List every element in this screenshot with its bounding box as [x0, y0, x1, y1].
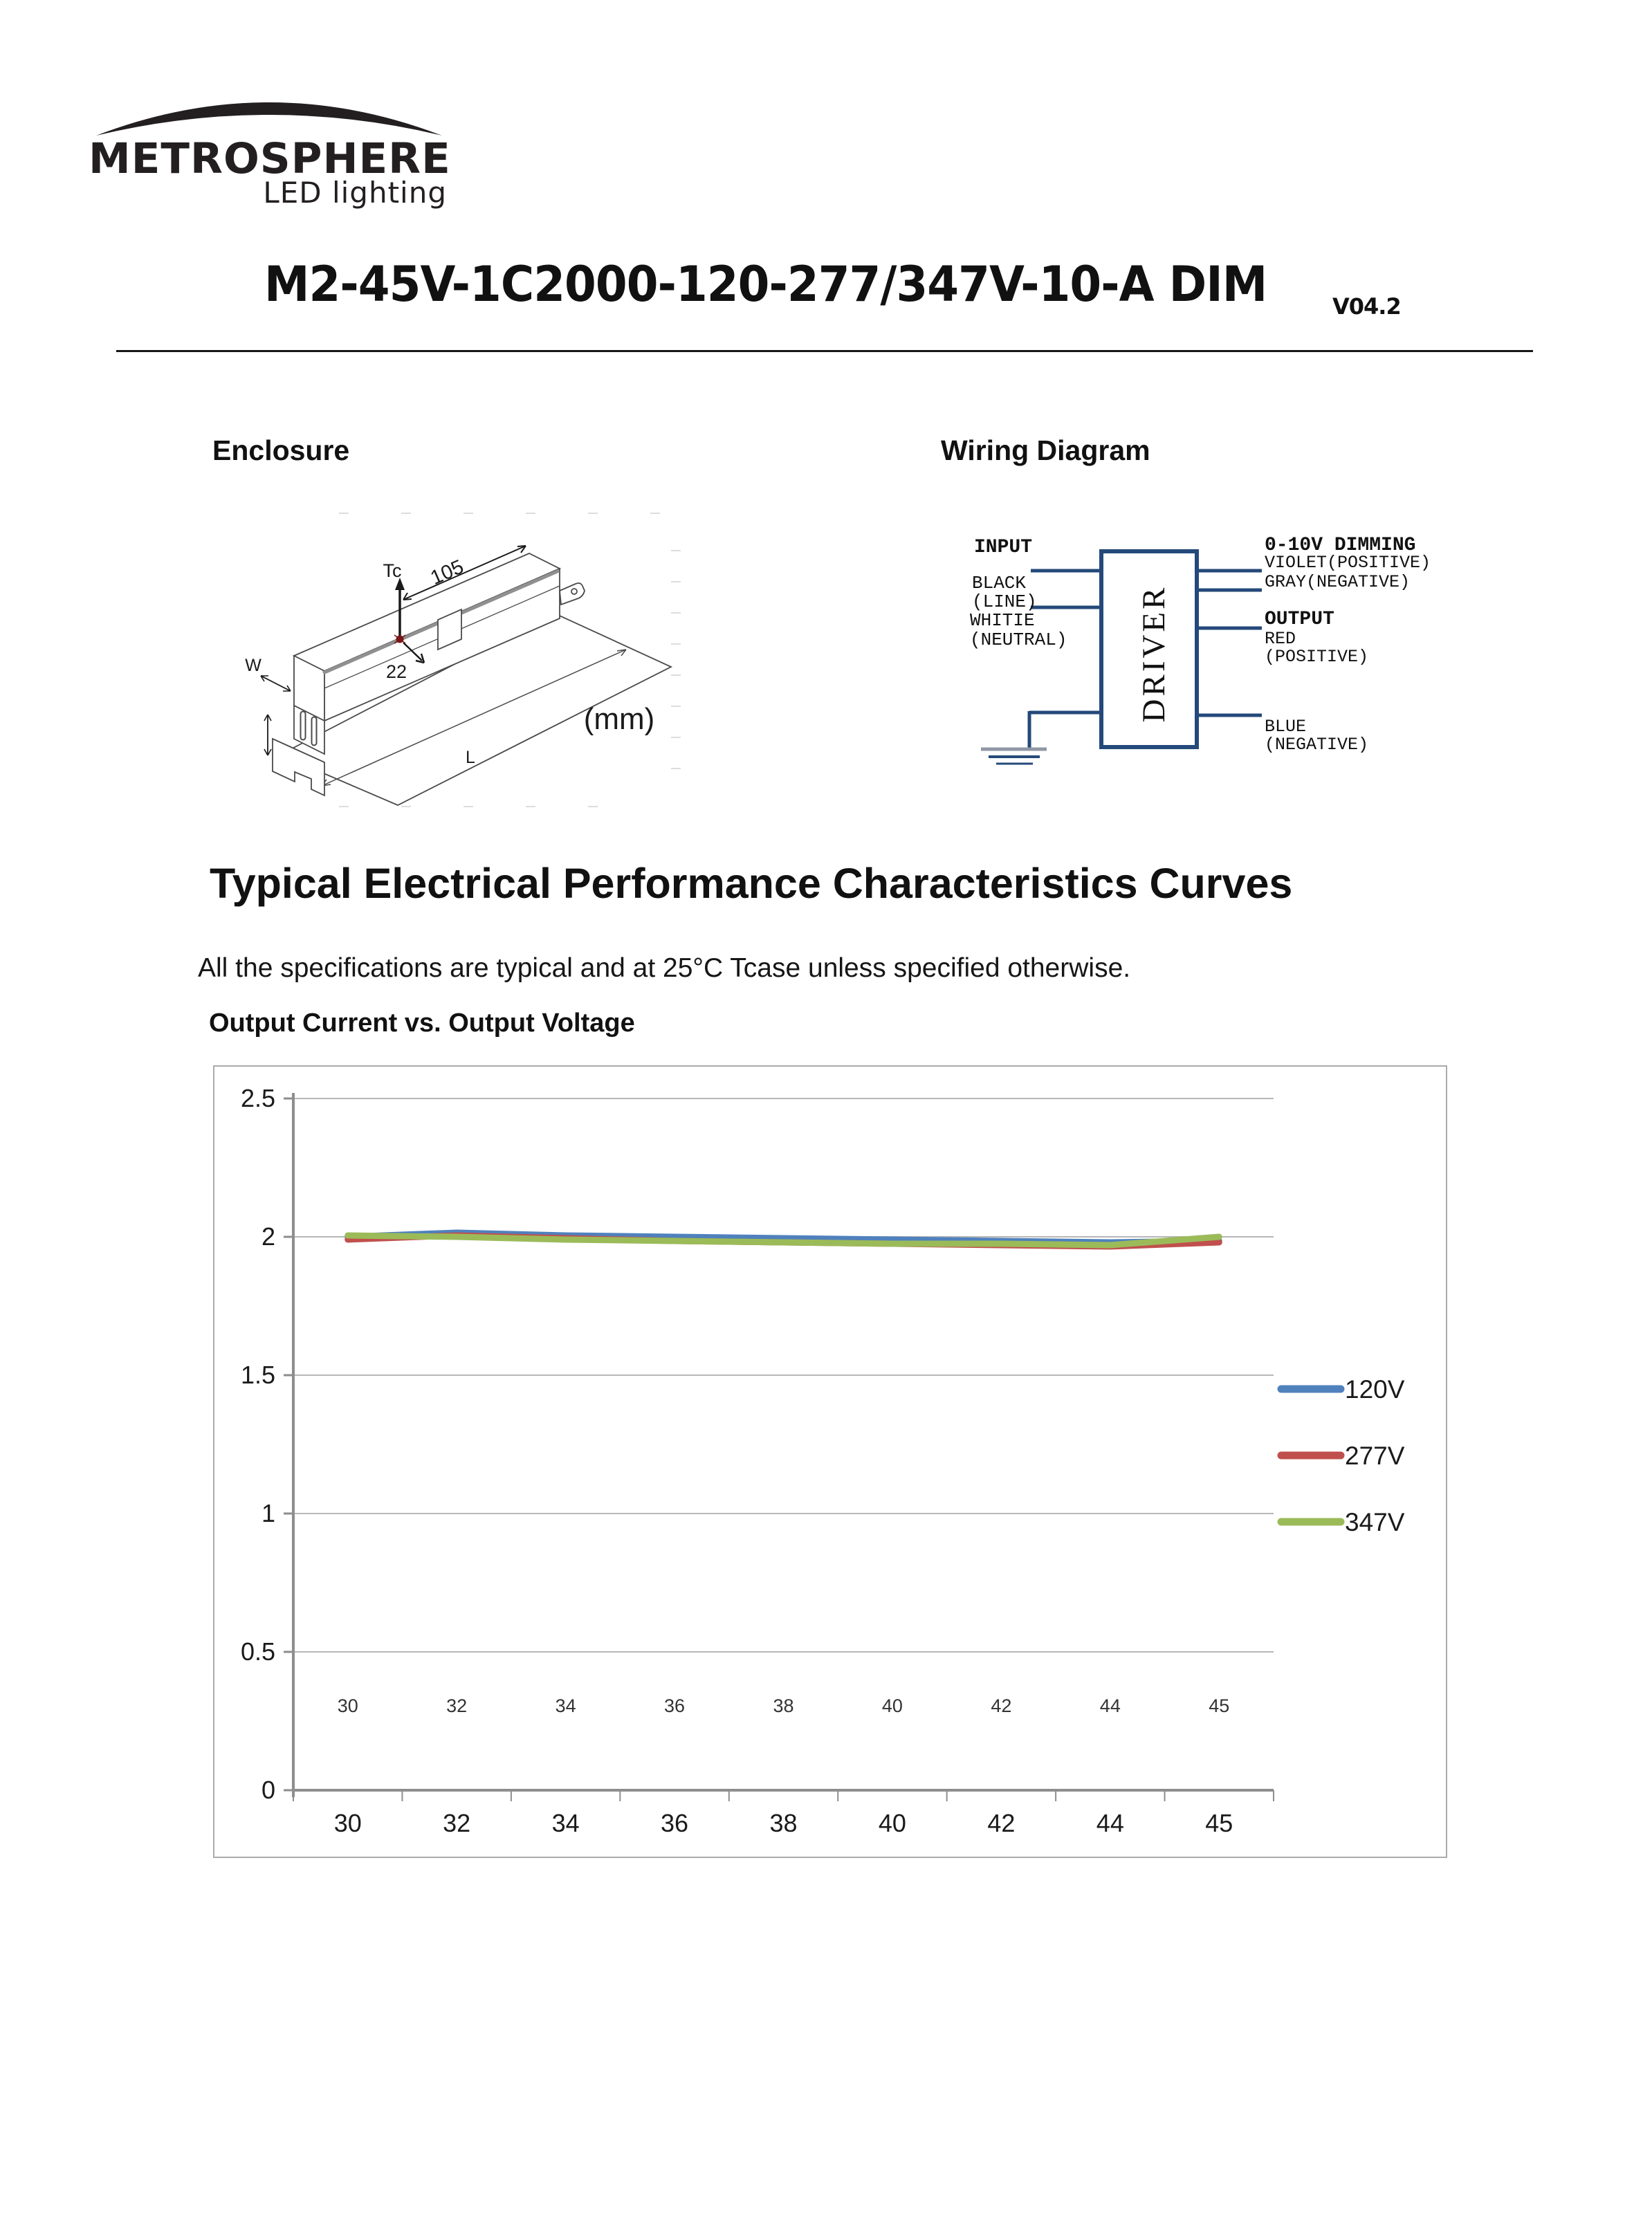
x-label: 38: [769, 1809, 798, 1837]
x-label: 44: [1096, 1809, 1124, 1837]
legend-label-277V: 277V: [1345, 1442, 1405, 1470]
red-wire-label: RED: [1265, 629, 1296, 649]
legend-label-347V: 347V: [1345, 1508, 1405, 1536]
output-current-chart: [213, 1065, 1447, 1859]
x-label: 42: [987, 1809, 1016, 1837]
wiring-labels: [970, 535, 1431, 755]
white-wire-label: WHITIE: [970, 610, 1035, 631]
driver-label: DRIVER: [1135, 585, 1172, 723]
x-label: 30: [333, 1809, 362, 1837]
x-label: 40: [878, 1809, 906, 1837]
chart-border: [214, 1066, 1447, 1857]
output-header: OUTPUT: [1265, 609, 1334, 630]
x-label-inner: 44: [1099, 1695, 1121, 1716]
version-label: V04.2: [1332, 293, 1401, 320]
violet-wire-label: VIOLET(POSITIVE): [1265, 553, 1431, 573]
dimming-header: 0-10V DIMMING: [1265, 535, 1416, 556]
x-label: 34: [551, 1809, 580, 1837]
input-header: INPUT: [974, 537, 1033, 558]
red-polarity-label: (POSITIVE): [1265, 647, 1369, 667]
enclosure-drawing: [228, 509, 692, 810]
curves-heading: Typical Electrical Performance Characteristics Curves: [210, 860, 1293, 907]
logo-brand: METROSPHERE: [89, 134, 451, 183]
dim-105-label: 105: [427, 555, 467, 590]
x-label-inner: 38: [773, 1695, 794, 1716]
chart-subtitle: Output Current vs. Output Voltage: [209, 1009, 635, 1038]
x-label-inner: 32: [446, 1695, 468, 1716]
neutral-wire-label: (NEUTRAL): [970, 629, 1067, 650]
y-tick-label: 2: [261, 1222, 275, 1251]
x-label-inner: 36: [664, 1695, 686, 1716]
blue-wire-label: BLUE: [1265, 717, 1307, 737]
x-label-inner: 40: [881, 1695, 903, 1716]
logo-swoosh-icon: [92, 79, 446, 138]
blue-polarity-label: (NEGATIVE): [1265, 735, 1369, 755]
y-tick-label: 2.5: [240, 1084, 275, 1112]
wiring-diagram: [949, 512, 1485, 792]
x-label-inner: 30: [337, 1695, 358, 1716]
y-tick-label: 1: [261, 1499, 275, 1527]
x-label: 32: [443, 1809, 471, 1837]
y-tick-label: 0: [261, 1776, 275, 1804]
curves-note: All the specifications are typical and at 25°C Tcase unless specified otherwise.: [198, 953, 1131, 983]
x-label-inner: 34: [555, 1695, 576, 1716]
enclosure-body: [273, 553, 585, 795]
dim-22-label: 22: [385, 661, 407, 682]
dim-l-label: L: [466, 748, 475, 767]
title-divider: [116, 350, 1533, 352]
logo-tagline: LED lighting: [263, 176, 447, 210]
x-label: 36: [661, 1809, 689, 1837]
units-label: (mm): [583, 702, 655, 736]
wiring-heading: Wiring Diagram: [941, 434, 1150, 466]
line-wire-label: (LINE): [972, 591, 1037, 612]
x-label-inner: 42: [991, 1695, 1012, 1716]
y-tick-label: 0.5: [240, 1637, 275, 1666]
dim-w-label: W: [245, 656, 261, 675]
x-label: 45: [1205, 1809, 1233, 1837]
y-tick-label: 1.5: [240, 1361, 275, 1389]
page-title: M2-45V-1C2000-120-277/347V-10-A DIM: [264, 256, 1267, 313]
legend-label-120V: 120V: [1345, 1375, 1405, 1404]
x-label-inner: 45: [1209, 1695, 1230, 1716]
enclosure-heading: Enclosure: [212, 434, 350, 466]
black-wire-label: BLACK: [972, 573, 1027, 594]
tc-label: Tc: [383, 560, 402, 581]
gray-wire-label: GRAY(NEGATIVE): [1265, 572, 1411, 592]
ground-icon: [981, 749, 1047, 764]
